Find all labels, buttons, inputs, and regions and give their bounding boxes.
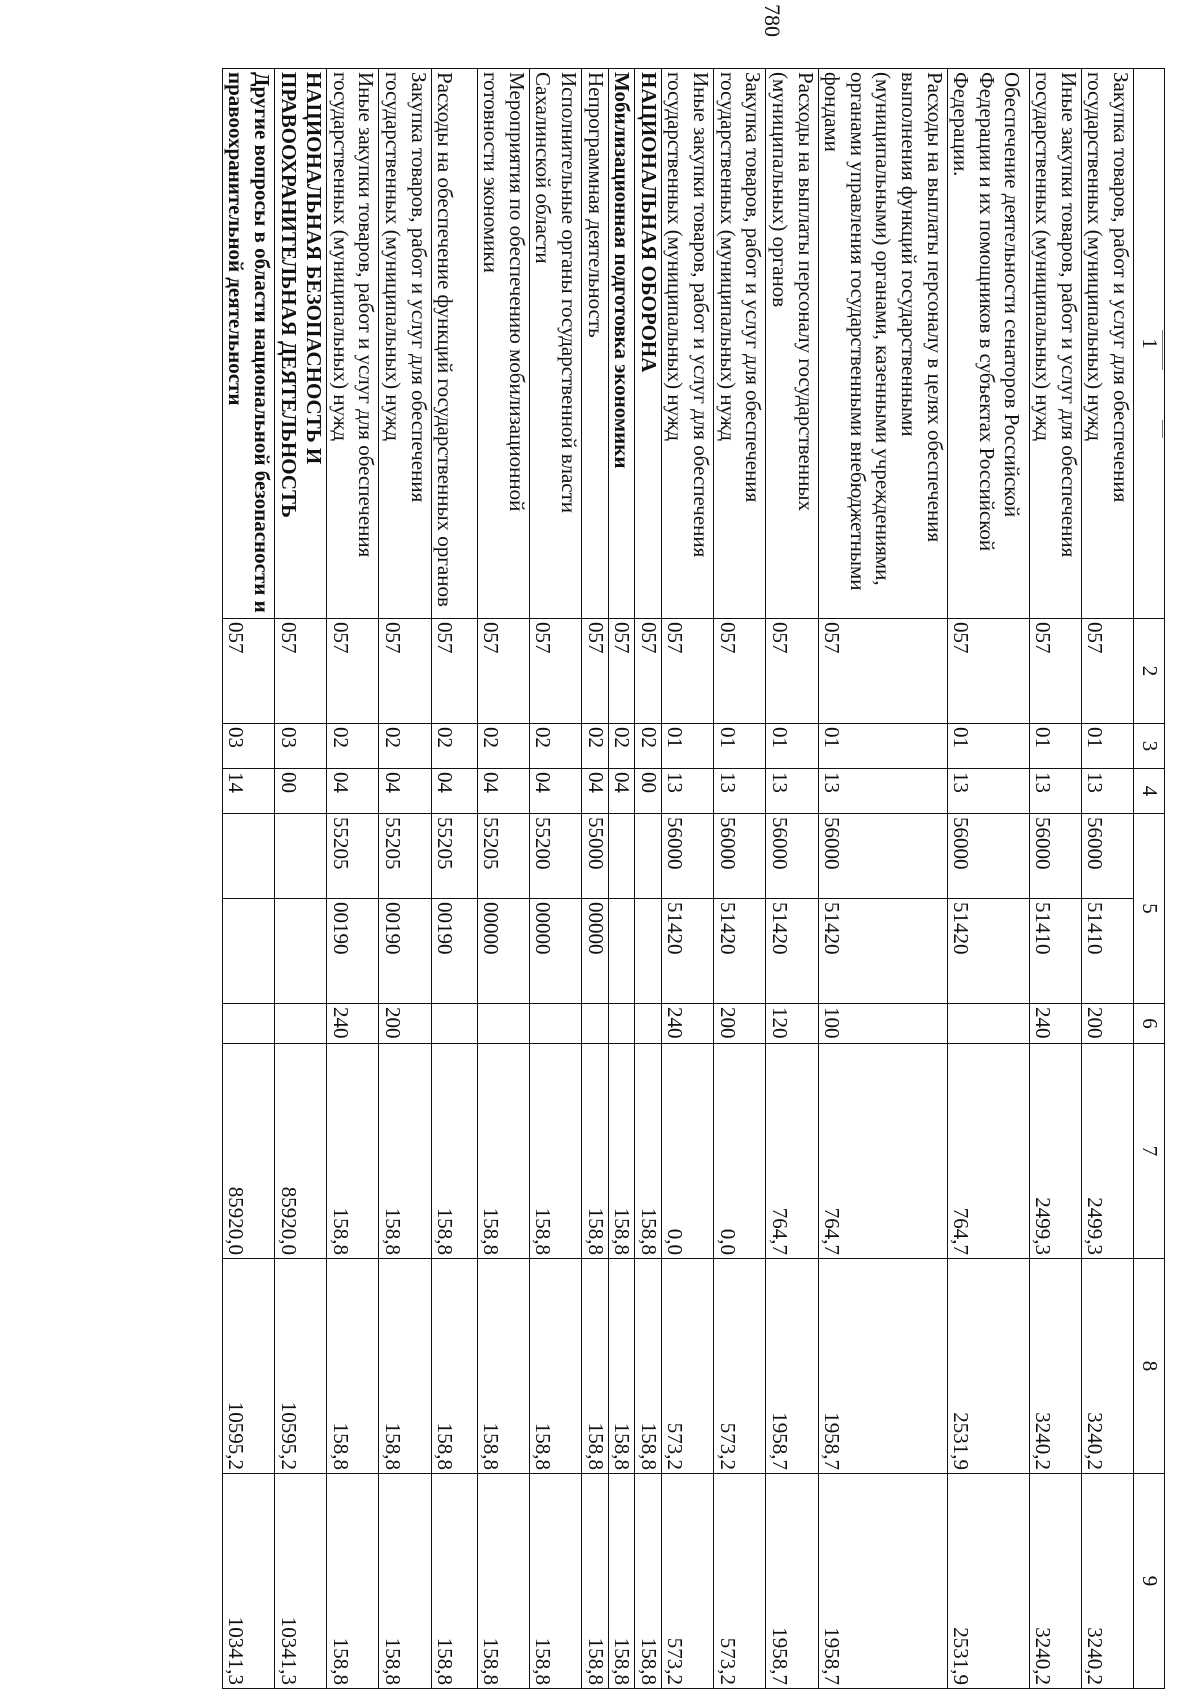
cell-c5a: 55000 — [582, 814, 609, 899]
cell-c2: 057 — [327, 619, 379, 724]
cell-c5a: 56000 — [818, 814, 947, 899]
cell-c8: 10595,2 — [222, 1259, 274, 1474]
cell-c7: 158,8 — [582, 1044, 609, 1259]
cell-c5a: 55205 — [379, 814, 431, 899]
table-row — [947, 69, 1029, 1689]
cell-c8: 158,8 — [431, 1259, 477, 1474]
cell-c5b: 00190 — [327, 899, 379, 1004]
scan-mark — [1162, 420, 1163, 438]
cell-c6: 120 — [766, 1004, 818, 1044]
cell-c5b — [274, 899, 326, 1004]
cell-c3: 03 — [222, 724, 274, 769]
cell-c5b: 00190 — [431, 899, 477, 1004]
cell-c8: 158,8 — [608, 1259, 635, 1474]
cell-c3: 02 — [327, 724, 379, 769]
cell-c6: 240 — [661, 1004, 713, 1044]
cell-c8: 10595,2 — [274, 1259, 326, 1474]
cell-c6: 200 — [379, 1004, 431, 1044]
table-row — [818, 69, 947, 1689]
cell-c5b: 51420 — [947, 899, 1029, 1004]
cell-c3: 01 — [1081, 724, 1133, 769]
cell-c9: 573,2 — [661, 1474, 713, 1689]
cell-c5b: 51420 — [714, 899, 766, 1004]
table-row — [635, 69, 662, 1689]
cell-c9: 10341,3 — [274, 1474, 326, 1689]
cell-c5a — [274, 814, 326, 899]
cell-c7: 85920,0 — [274, 1044, 326, 1259]
cell-c2: 057 — [431, 619, 477, 724]
table-row — [714, 69, 766, 1689]
cell-c6 — [635, 1004, 662, 1044]
cell-c5a: 56000 — [661, 814, 713, 899]
cell-c5a: 56000 — [1029, 814, 1081, 899]
cell-c3: 02 — [608, 724, 635, 769]
cell-c2: 057 — [379, 619, 431, 724]
col-header-2: 2 — [1134, 619, 1165, 724]
cell-c2: 057 — [766, 619, 818, 724]
cell-c7: 0,0 — [661, 1044, 713, 1259]
cell-c3: 01 — [818, 724, 947, 769]
cell-c2: 057 — [608, 619, 635, 724]
cell-c5a: 55200 — [529, 814, 581, 899]
cell-c4: 13 — [661, 769, 713, 814]
cell-c8: 158,8 — [477, 1259, 529, 1474]
cell-name: Закупка товаров, работ и услуг для обеспечения государственных (муниципальных) нужд — [714, 69, 766, 619]
cell-c7: 158,8 — [635, 1044, 662, 1259]
cell-c7: 764,7 — [818, 1044, 947, 1259]
cell-c7: 764,7 — [766, 1044, 818, 1259]
cell-c3: 02 — [529, 724, 581, 769]
cell-c5b: 51410 — [1029, 899, 1081, 1004]
cell-c3: 01 — [714, 724, 766, 769]
cell-c9: 158,8 — [608, 1474, 635, 1689]
cell-c4: 04 — [327, 769, 379, 814]
cell-c5a: 55205 — [327, 814, 379, 899]
cell-c6 — [222, 1004, 274, 1044]
scan-mark — [1162, 330, 1163, 370]
cell-c5a: 56000 — [947, 814, 1029, 899]
cell-c4: 13 — [714, 769, 766, 814]
cell-c7: 158,8 — [431, 1044, 477, 1259]
cell-c6 — [477, 1004, 529, 1044]
cell-c8: 1958,7 — [766, 1259, 818, 1474]
cell-c8: 158,8 — [529, 1259, 581, 1474]
cell-c9: 158,8 — [431, 1474, 477, 1689]
cell-c5a: 56000 — [1081, 814, 1133, 899]
cell-c4: 00 — [635, 769, 662, 814]
cell-c3: 02 — [431, 724, 477, 769]
cell-c3: 02 — [635, 724, 662, 769]
table-row — [608, 69, 635, 1689]
cell-c8: 3240,2 — [1081, 1259, 1133, 1474]
cell-c5b: 00000 — [477, 899, 529, 1004]
cell-c8: 158,8 — [327, 1259, 379, 1474]
cell-c9: 158,8 — [379, 1474, 431, 1689]
col-header-7: 7 — [1134, 1044, 1165, 1259]
cell-c5b: 51420 — [766, 899, 818, 1004]
cell-c5b: 00000 — [582, 899, 609, 1004]
cell-c8: 158,8 — [582, 1259, 609, 1474]
cell-name: Расходы на выплаты персоналу государственных (муниципальных) органов — [766, 69, 818, 619]
rotated-table-wrapper — [99, 68, 1165, 1688]
cell-c8: 158,8 — [379, 1259, 431, 1474]
cell-c8: 573,2 — [714, 1259, 766, 1474]
table-row — [529, 69, 581, 1689]
col-header-6: 6 — [1134, 1004, 1165, 1044]
cell-c7: 85920,0 — [222, 1044, 274, 1259]
cell-c4: 04 — [379, 769, 431, 814]
cell-c6: 100 — [818, 1004, 947, 1044]
cell-c7: 2499,3 — [1081, 1044, 1133, 1259]
cell-c9: 158,8 — [529, 1474, 581, 1689]
cell-c6: 240 — [327, 1004, 379, 1044]
cell-c9: 158,8 — [327, 1474, 379, 1689]
table-row — [379, 69, 431, 1689]
cell-c9: 1958,7 — [818, 1474, 947, 1689]
cell-name: Мероприятия по обеспечению мобилизационной готовности экономики — [477, 69, 529, 619]
cell-name: Обеспечение деятельности сенаторов Российской Федерации и их помощников в субъектах Российской Федерации. — [947, 69, 1029, 619]
cell-c6: 200 — [1081, 1004, 1133, 1044]
cell-c9: 158,8 — [635, 1474, 662, 1689]
cell-c4: 13 — [766, 769, 818, 814]
cell-c5a: 56000 — [714, 814, 766, 899]
cell-c3: 02 — [582, 724, 609, 769]
cell-c5b: 51410 — [1081, 899, 1133, 1004]
cell-c5b — [222, 899, 274, 1004]
cell-c8: 158,8 — [635, 1259, 662, 1474]
cell-c6 — [947, 1004, 1029, 1044]
cell-name: Иные закупки товаров, работ и услуг для обеспечения государственных (муниципальных) нужд — [661, 69, 713, 619]
cell-c5a: 55205 — [431, 814, 477, 899]
cell-c2: 057 — [1081, 619, 1133, 724]
cell-name: Иные закупки товаров, работ и услуг для обеспечения государственных (муниципальных) нужд — [1029, 69, 1081, 619]
cell-c5b: 51420 — [661, 899, 713, 1004]
cell-name: НАЦИОНАЛЬНАЯ БЕЗОПАСНОСТЬ И ПРАВООХРАНИТЕЛЬНАЯ ДЕЯТЕЛЬНОСТЬ — [274, 69, 326, 619]
cell-c9: 1958,7 — [766, 1474, 818, 1689]
cell-c7: 158,8 — [379, 1044, 431, 1259]
col-header-5: 5 — [1134, 814, 1165, 1004]
page-number: 780 — [760, 4, 785, 37]
cell-name: НАЦИОНАЛЬНАЯ ОБОРОНА — [635, 69, 662, 619]
cell-c4: 04 — [529, 769, 581, 814]
cell-c5b: 00000 — [529, 899, 581, 1004]
table-row — [582, 69, 609, 1689]
cell-c4: 14 — [222, 769, 274, 814]
cell-c9: 3240,2 — [1029, 1474, 1081, 1689]
cell-c4: 13 — [947, 769, 1029, 814]
budget-table — [222, 68, 1165, 1689]
cell-c2: 057 — [274, 619, 326, 724]
cell-c6: 240 — [1029, 1004, 1081, 1044]
cell-c3: 02 — [477, 724, 529, 769]
cell-c4: 04 — [477, 769, 529, 814]
cell-name: Иные закупки товаров, работ и услуг для обеспечения государственных (муниципальных) нужд — [327, 69, 379, 619]
cell-c9: 573,2 — [714, 1474, 766, 1689]
table-row — [327, 69, 379, 1689]
cell-name: Закупка товаров, работ и услуг для обеспечения государственных (муниципальных) нужд — [1081, 69, 1133, 619]
cell-c2: 057 — [222, 619, 274, 724]
cell-c5a: 55205 — [477, 814, 529, 899]
col-header-3: 3 — [1134, 724, 1165, 769]
cell-name: Расходы на выплаты персоналу в целях обеспечения выполнения функций государственными (муниципальными) органами, казенными учреждениями, органами управления государственными внебюджетными фондами — [818, 69, 947, 619]
cell-c7: 158,8 — [608, 1044, 635, 1259]
cell-c3: 01 — [661, 724, 713, 769]
cell-name: Расходы на обеспечение функций государственных органов — [431, 69, 477, 619]
cell-c2: 057 — [661, 619, 713, 724]
table-row — [222, 69, 274, 1689]
cell-c2: 057 — [477, 619, 529, 724]
table-body — [222, 69, 1133, 1689]
cell-c2: 057 — [1029, 619, 1081, 724]
cell-c4: 04 — [608, 769, 635, 814]
cell-c5a — [635, 814, 662, 899]
cell-c6 — [582, 1004, 609, 1044]
cell-c3: 01 — [1029, 724, 1081, 769]
cell-c5b — [608, 899, 635, 1004]
cell-c2: 057 — [582, 619, 609, 724]
cell-c7: 158,8 — [327, 1044, 379, 1259]
header-row — [1134, 69, 1165, 1689]
cell-c4: 13 — [1029, 769, 1081, 814]
cell-c3: 01 — [766, 724, 818, 769]
col-header-4: 4 — [1134, 769, 1165, 814]
cell-c5a — [608, 814, 635, 899]
table-row — [477, 69, 529, 1689]
cell-c4: 04 — [431, 769, 477, 814]
cell-c5a — [222, 814, 274, 899]
cell-c8: 2531,9 — [947, 1259, 1029, 1474]
cell-c7: 2499,3 — [1029, 1044, 1081, 1259]
col-header-1: 1 — [1134, 69, 1165, 619]
cell-name: Закупка товаров, работ и услуг для обеспечения государственных (муниципальных) нужд — [379, 69, 431, 619]
table-row — [1029, 69, 1081, 1689]
cell-c5b: 51420 — [818, 899, 947, 1004]
cell-c9: 10341,3 — [222, 1474, 274, 1689]
cell-c4: 13 — [1081, 769, 1133, 814]
cell-c2: 057 — [714, 619, 766, 724]
cell-c3: 01 — [947, 724, 1029, 769]
cell-c3: 03 — [274, 724, 326, 769]
cell-c6 — [608, 1004, 635, 1044]
cell-c6 — [529, 1004, 581, 1044]
cell-c5b — [635, 899, 662, 1004]
table-row — [274, 69, 326, 1689]
cell-c2: 057 — [635, 619, 662, 724]
cell-name: Непрограммная деятельность — [582, 69, 609, 619]
cell-c6 — [274, 1004, 326, 1044]
cell-c9: 158,8 — [582, 1474, 609, 1689]
cell-c2: 057 — [947, 619, 1029, 724]
cell-c5b: 00190 — [379, 899, 431, 1004]
cell-name: Мобилизационная подготовка экономики — [608, 69, 635, 619]
cell-c6 — [431, 1004, 477, 1044]
cell-c6: 200 — [714, 1004, 766, 1044]
cell-c3: 02 — [379, 724, 431, 769]
cell-c8: 573,2 — [661, 1259, 713, 1474]
cell-c2: 057 — [529, 619, 581, 724]
table-row — [1081, 69, 1133, 1689]
cell-c8: 3240,2 — [1029, 1259, 1081, 1474]
col-header-8: 8 — [1134, 1259, 1165, 1474]
cell-c4: 00 — [274, 769, 326, 814]
cell-c4: 13 — [818, 769, 947, 814]
cell-c4: 04 — [582, 769, 609, 814]
cell-c7: 764,7 — [947, 1044, 1029, 1259]
cell-c2: 057 — [818, 619, 947, 724]
cell-c9: 2531,9 — [947, 1474, 1029, 1689]
table-row — [766, 69, 818, 1689]
cell-c7: 0,0 — [714, 1044, 766, 1259]
table-row — [431, 69, 477, 1689]
cell-c7: 158,8 — [529, 1044, 581, 1259]
cell-c9: 158,8 — [477, 1474, 529, 1689]
cell-c5a: 56000 — [766, 814, 818, 899]
cell-name: Другие вопросы в области национальной безопасности и правоохранительной деятельности — [222, 69, 274, 619]
table-row — [661, 69, 713, 1689]
cell-c9: 3240,2 — [1081, 1474, 1133, 1689]
cell-c8: 1958,7 — [818, 1259, 947, 1474]
cell-name: Исполнительные органы государственной власти Сахалинской области — [529, 69, 581, 619]
col-header-9: 9 — [1134, 1474, 1165, 1689]
cell-c7: 158,8 — [477, 1044, 529, 1259]
